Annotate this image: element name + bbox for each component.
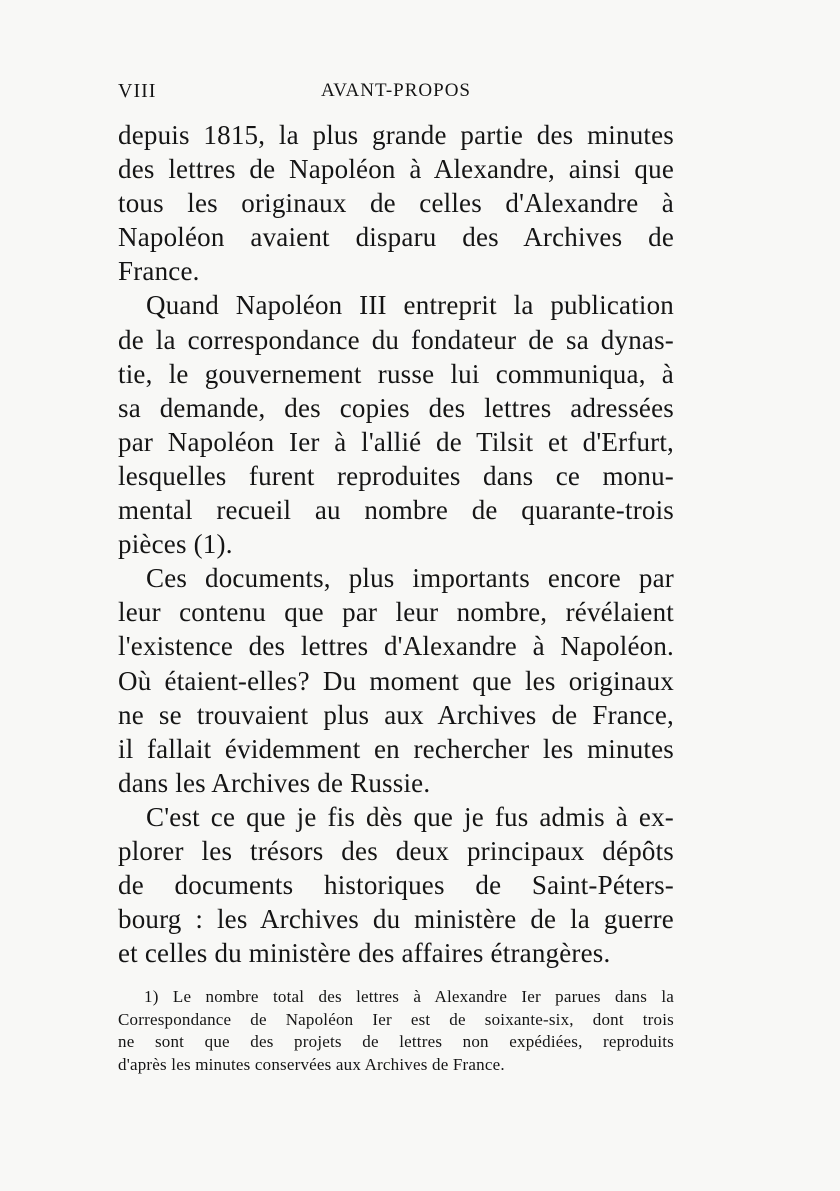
body-text	[118, 118, 674, 970]
text-line: Napoléon avaient disparu des Archives de	[118, 222, 674, 253]
text-line: sa demande, des copies des lettres adressées	[118, 392, 674, 423]
text-line: plorer les trésors des deux principaux dépôts	[118, 835, 674, 866]
page-number: VIII	[118, 80, 157, 102]
page-header	[118, 80, 674, 110]
text-line: France.	[118, 256, 200, 287]
text-line: pièces (1).	[118, 529, 233, 560]
running-title: AVANT-PROPOS	[321, 80, 471, 101]
text-line: C'est ce que je fis dès que je fus admis à ex-	[146, 801, 674, 832]
text-line: lesquelles furent reproduites dans ce monu-	[118, 460, 674, 491]
text-line: de la correspondance du fondateur de sa dynas-	[118, 324, 674, 355]
text-line: l'existence des lettres d'Alexandre à Napoléon.	[118, 631, 674, 662]
text-line: par Napoléon Ier à l'allié de Tilsit et d'Erfurt,	[118, 426, 674, 457]
text-line: de documents historiques de Saint-Péters-	[118, 870, 674, 901]
text-line: et celles du ministère des affaires étrangères.	[118, 938, 611, 969]
text-line: Quand Napoléon III entreprit la publication	[146, 290, 674, 321]
text-line: leur contenu que par leur nombre, révélaient	[118, 597, 674, 628]
footnote-text: Le nombre total des lettres à Alexandre Ier parues dans la	[172, 987, 674, 1006]
text-line: dans les Archives de Russie.	[118, 767, 431, 798]
text-line: Où étaient-elles? Du moment que les originaux	[118, 665, 674, 696]
footnote-line: d'après les minutes conservées aux Archives de France.	[118, 1054, 505, 1074]
text-line: mental recueil au nombre de quarante-trois	[118, 495, 674, 526]
footnote-line	[118, 986, 674, 1009]
text-line: bourg : les Archives du ministère de la guerre	[118, 904, 674, 935]
text-line: Ces documents, plus importants encore par	[146, 563, 674, 594]
text-line: des lettres de Napoléon à Alexandre, ainsi que	[118, 154, 674, 185]
footnote	[118, 986, 674, 1076]
text-line: il fallait évidemment en rechercher les minutes	[118, 733, 674, 764]
text-line: tie, le gouvernement russe lui communiqua, à	[118, 358, 674, 389]
text-line: ne se trouvaient plus aux Archives de France,	[118, 699, 674, 730]
text-line: tous les originaux de celles d'Alexandre à	[118, 188, 674, 219]
footnote-line: Correspondance de Napoléon Ier est de soixante-six, dont trois	[118, 1009, 674, 1029]
footnote-line: ne sont que des projets de lettres non expédiées, reproduits	[118, 1032, 674, 1052]
footnote-marker: 1)	[144, 987, 173, 1006]
text-line: depuis 1815, la plus grande partie des minutes	[118, 120, 674, 150]
